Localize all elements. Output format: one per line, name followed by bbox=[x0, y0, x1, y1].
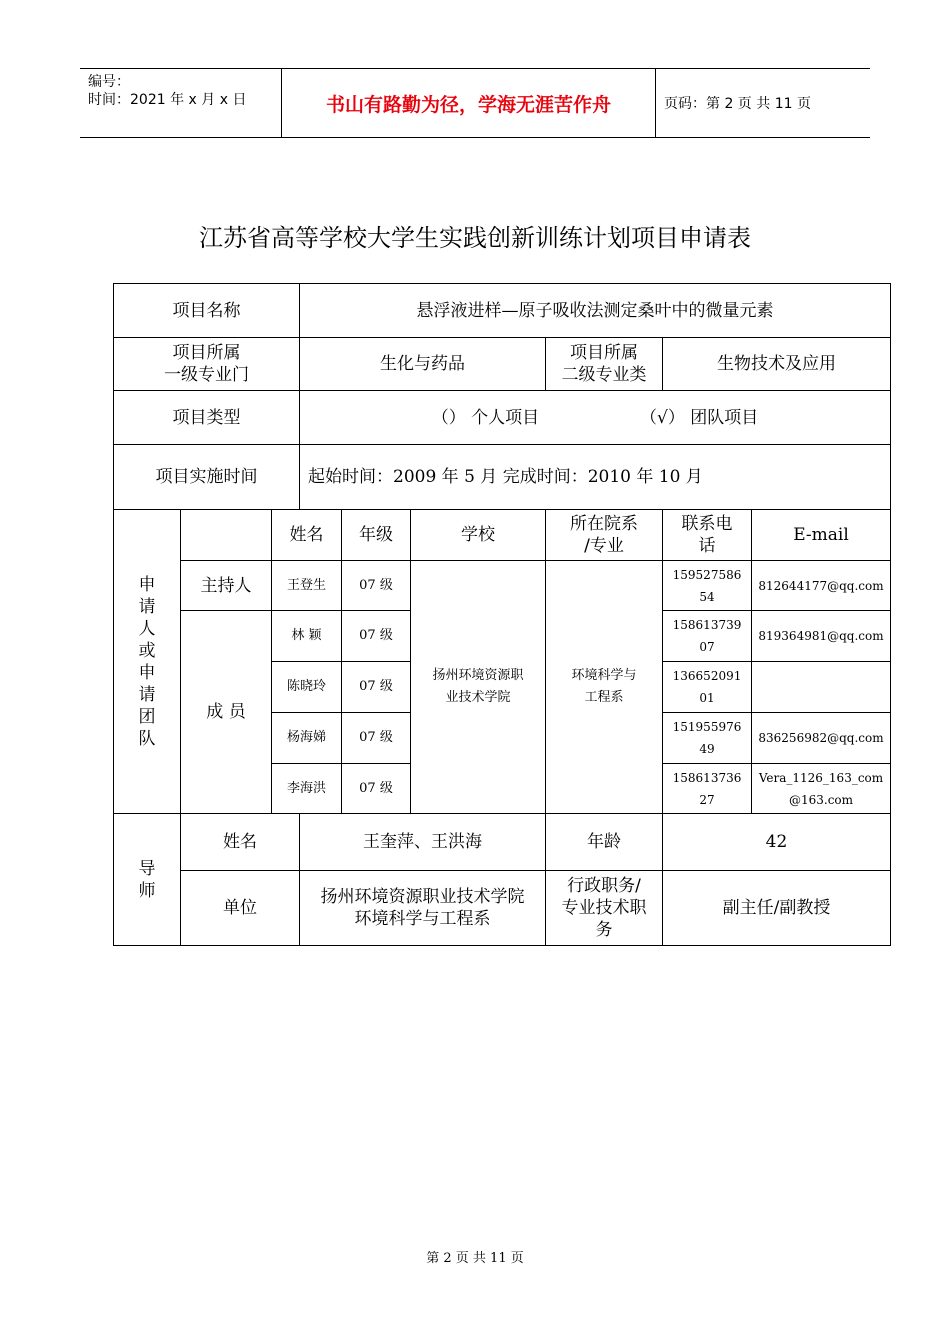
advisor-name: 王奎萍、王洪海 bbox=[300, 814, 546, 871]
school-value: 扬州环境资源职 业技术学院 bbox=[411, 561, 546, 814]
person-grade: 07 级 bbox=[342, 662, 411, 713]
header-page-info: 页码：第 2 页 共 11 页 bbox=[664, 96, 811, 112]
person-name: 林 颖 bbox=[272, 611, 342, 662]
person-phone: 151955976 49 bbox=[663, 713, 752, 764]
person-phone: 136652091 01 bbox=[663, 662, 752, 713]
person-email: 836256982@qq.com bbox=[752, 713, 891, 764]
row-project-type bbox=[114, 391, 891, 445]
category2-label-line1: 项目所属 bbox=[570, 343, 638, 363]
col-phone-line1: 联系电 bbox=[681, 514, 733, 534]
dept-value: 环境科学与 工程系 bbox=[546, 561, 663, 814]
category1-label bbox=[114, 338, 300, 391]
col-dept-line1: 所在院系 bbox=[570, 514, 638, 534]
advisor-age: 42 bbox=[663, 814, 891, 871]
member-label: 成 员 bbox=[181, 611, 272, 814]
row-advisor-unit bbox=[114, 871, 891, 946]
category1-value: 生化与药品 bbox=[300, 338, 546, 391]
header-meta bbox=[80, 69, 280, 137]
application-form-table bbox=[113, 283, 891, 946]
advisor-unit-label: 单位 bbox=[181, 871, 300, 946]
row-project-name bbox=[114, 284, 891, 338]
number-label: 编号： bbox=[88, 74, 130, 90]
header-slogan: 书山有路勤为径，学海无涯苦作舟 bbox=[281, 69, 656, 137]
col-name: 姓名 bbox=[272, 510, 342, 561]
project-name-value: 悬浮液进样—原子吸收法测定桑叶中的微量元素 bbox=[300, 284, 891, 338]
category2-label-line2: 二级专业类 bbox=[561, 365, 647, 385]
col-phone bbox=[663, 510, 752, 561]
person-name: 陈晓玲 bbox=[272, 662, 342, 713]
period-label: 项目实施时间 bbox=[114, 445, 300, 510]
person-phone: 158613739 07 bbox=[663, 611, 752, 662]
row-advisor-name bbox=[114, 814, 891, 871]
category2-label bbox=[546, 338, 663, 391]
table-row bbox=[114, 561, 891, 611]
project-name-label: 项目名称 bbox=[114, 284, 300, 338]
category2-value: 生物技术及应用 bbox=[663, 338, 891, 391]
page-header bbox=[80, 68, 870, 138]
host-label: 主持人 bbox=[181, 561, 272, 611]
person-email bbox=[752, 662, 891, 713]
advisor-name-label: 姓名 bbox=[181, 814, 300, 871]
col-grade: 年级 bbox=[342, 510, 411, 561]
type-option-individual: （） 个人项目 bbox=[431, 407, 540, 428]
category1-label-line2: 一级专业门 bbox=[164, 365, 249, 385]
person-email: Vera_1126_163_com @163.com bbox=[752, 764, 891, 814]
person-grade: 07 级 bbox=[342, 561, 411, 611]
col-dept bbox=[546, 510, 663, 561]
period-value: 起始时间：2009 年 5 月 完成时间：2010 年 10 月 bbox=[300, 445, 891, 510]
page-footer: 第 2 页 共 11 页 bbox=[426, 1251, 524, 1266]
person-name: 王登生 bbox=[272, 561, 342, 611]
category1-label-line1: 项目所属 bbox=[172, 343, 241, 363]
advisor-unit: 扬州环境资源职业技术学院 环境科学与工程系 bbox=[300, 871, 546, 946]
person-grade: 07 级 bbox=[342, 611, 411, 662]
row-period bbox=[114, 445, 891, 510]
person-grade: 07 级 bbox=[342, 764, 411, 814]
person-name: 杨海娣 bbox=[272, 713, 342, 764]
col-school: 学校 bbox=[411, 510, 546, 561]
advisor-age-label: 年龄 bbox=[546, 814, 663, 871]
person-email: 819364981@qq.com bbox=[752, 611, 891, 662]
col-email: E-mail bbox=[752, 510, 891, 561]
person-email: 812644177@qq.com bbox=[752, 561, 891, 611]
type-options bbox=[300, 391, 891, 445]
person-name: 李海洪 bbox=[272, 764, 342, 814]
col-phone-line2: 话 bbox=[698, 536, 716, 556]
type-option-team: （√） 团队项目 bbox=[639, 407, 759, 428]
header-blank bbox=[181, 510, 272, 561]
row-team-header bbox=[114, 510, 891, 561]
person-grade: 07 级 bbox=[342, 713, 411, 764]
col-dept-line2: /专业 bbox=[584, 536, 624, 556]
person-phone: 158613736 27 bbox=[663, 764, 752, 814]
row-category bbox=[114, 338, 891, 391]
applicant-group-label: 申 请 人 或 申 请 团 队 bbox=[114, 510, 181, 814]
advisor-title: 副主任/副教授 bbox=[663, 871, 891, 946]
form-title: 江苏省高等学校大学生实践创新训练计划项目申请表 bbox=[199, 224, 751, 252]
time-label: 时间：2021 年 x 月 x 日 bbox=[88, 92, 247, 108]
advisor-title-label: 行政职务/ 专业技术职 务 bbox=[546, 871, 663, 946]
advisor-label: 导 师 bbox=[114, 814, 181, 946]
person-phone: 159527586 54 bbox=[663, 561, 752, 611]
type-label: 项目类型 bbox=[114, 391, 300, 445]
